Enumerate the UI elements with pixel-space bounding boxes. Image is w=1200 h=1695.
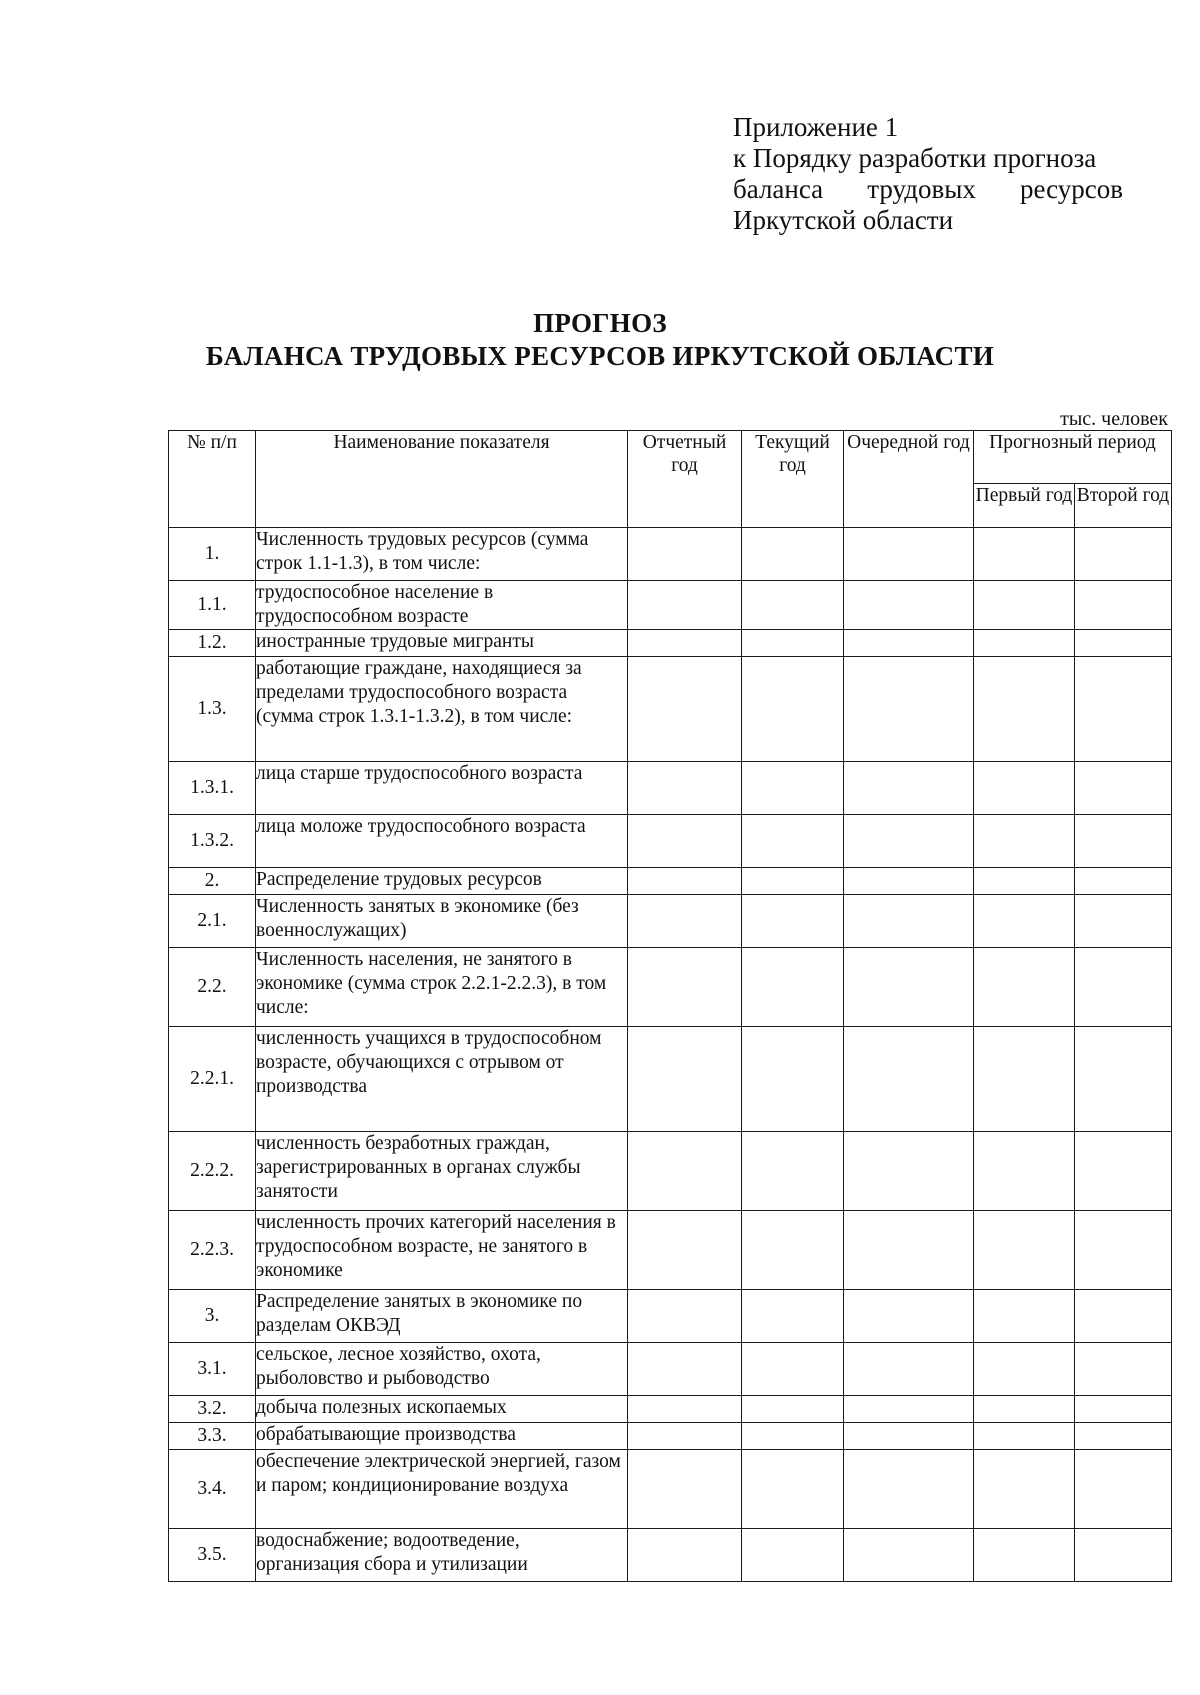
value-cell-current-year bbox=[742, 1027, 844, 1132]
value-cell-next-year bbox=[844, 657, 974, 762]
value-cell-current-year bbox=[742, 815, 844, 868]
appendix-word: баланса bbox=[733, 174, 824, 204]
indicator-name: иностранные трудовые мигранты bbox=[256, 630, 628, 657]
row-number: 2. bbox=[169, 868, 256, 895]
value-cell-first-year bbox=[974, 1211, 1075, 1290]
value-cell-first-year bbox=[974, 1423, 1075, 1450]
value-cell-first-year bbox=[974, 1450, 1075, 1529]
value-cell-first-year bbox=[974, 1529, 1075, 1582]
value-cell-current-year bbox=[742, 1529, 844, 1582]
row-number: 1.3.1. bbox=[169, 762, 256, 815]
row-number: 3. bbox=[169, 1290, 256, 1343]
value-cell-second-year bbox=[1075, 1132, 1172, 1211]
value-cell-next-year bbox=[844, 528, 974, 581]
value-cell-current-year bbox=[742, 1450, 844, 1529]
value-cell-next-year bbox=[844, 815, 974, 868]
appendix-line-2: к Порядку разработки прогноза bbox=[733, 143, 1097, 173]
row-number: 2.2.1. bbox=[169, 1027, 256, 1132]
table-row bbox=[169, 1396, 1172, 1423]
appendix-line-1: Приложение 1 bbox=[733, 112, 899, 142]
value-cell-current-year bbox=[742, 948, 844, 1027]
value-cell-second-year bbox=[1075, 1529, 1172, 1582]
value-cell-second-year bbox=[1075, 1027, 1172, 1132]
value-cell-reported-year bbox=[628, 1027, 742, 1132]
table-row bbox=[169, 581, 1172, 630]
value-cell-current-year bbox=[742, 868, 844, 895]
value-cell-reported-year bbox=[628, 630, 742, 657]
table-row bbox=[169, 1450, 1172, 1529]
indicator-name: работающие граждане, находящиеся за пределами трудоспособного возраста (сумма строк 1.3.1-1.3.2), в том числе: bbox=[256, 657, 628, 762]
value-cell-reported-year bbox=[628, 948, 742, 1027]
value-cell-reported-year bbox=[628, 1132, 742, 1211]
row-number: 1.2. bbox=[169, 630, 256, 657]
value-cell-first-year bbox=[974, 815, 1075, 868]
table-row bbox=[169, 1290, 1172, 1343]
row-number: 1.1. bbox=[169, 581, 256, 630]
table-row bbox=[169, 948, 1172, 1027]
value-cell-first-year bbox=[974, 1132, 1075, 1211]
value-cell-second-year bbox=[1075, 868, 1172, 895]
value-cell-second-year bbox=[1075, 581, 1172, 630]
value-cell-current-year bbox=[742, 581, 844, 630]
value-cell-first-year bbox=[974, 868, 1075, 895]
value-cell-reported-year bbox=[628, 1450, 742, 1529]
value-cell-reported-year bbox=[628, 1290, 742, 1343]
row-number: 1. bbox=[169, 528, 256, 581]
units-label: тыс. человек bbox=[1060, 408, 1168, 430]
table-row bbox=[169, 1343, 1172, 1396]
value-cell-first-year bbox=[974, 581, 1075, 630]
value-cell-first-year bbox=[974, 948, 1075, 1027]
value-cell-reported-year bbox=[628, 581, 742, 630]
table-row bbox=[169, 1529, 1172, 1582]
indicator-name: трудоспособное население в трудоспособном возрасте bbox=[256, 581, 628, 630]
value-cell-second-year bbox=[1075, 1343, 1172, 1396]
indicator-name: водоснабжение; водоотведение, организация сбора и утилизации bbox=[256, 1529, 628, 1582]
value-cell-first-year bbox=[974, 630, 1075, 657]
value-cell-second-year bbox=[1075, 762, 1172, 815]
value-cell-next-year bbox=[844, 1423, 974, 1450]
value-cell-current-year bbox=[742, 1423, 844, 1450]
value-cell-first-year bbox=[974, 528, 1075, 581]
row-number: 2.2. bbox=[169, 948, 256, 1027]
value-cell-current-year bbox=[742, 1343, 844, 1396]
appendix-line-4: Иркутской области bbox=[733, 205, 954, 235]
row-number: 2.2.2. bbox=[169, 1132, 256, 1211]
indicator-name: численность прочих категорий населения в трудоспособном возрасте, не занятого в экономике bbox=[256, 1211, 628, 1290]
value-cell-current-year bbox=[742, 1211, 844, 1290]
value-cell-current-year bbox=[742, 895, 844, 948]
table-row bbox=[169, 657, 1172, 762]
value-cell-reported-year bbox=[628, 1396, 742, 1423]
value-cell-next-year bbox=[844, 762, 974, 815]
value-cell-second-year bbox=[1075, 528, 1172, 581]
appendix-line-3 bbox=[733, 174, 1123, 205]
value-cell-first-year bbox=[974, 1396, 1075, 1423]
value-cell-current-year bbox=[742, 528, 844, 581]
value-cell-next-year bbox=[844, 948, 974, 1027]
value-cell-reported-year bbox=[628, 1343, 742, 1396]
value-cell-next-year bbox=[844, 1027, 974, 1132]
value-cell-next-year bbox=[844, 1529, 974, 1582]
indicator-name: сельское, лесное хозяйство, охота, рыболовство и рыбоводство bbox=[256, 1343, 628, 1396]
indicator-name: численность безработных граждан, зарегистрированных в органах службы занятости bbox=[256, 1132, 628, 1211]
indicator-name: Распределение трудовых ресурсов bbox=[256, 868, 628, 895]
value-cell-reported-year bbox=[628, 1529, 742, 1582]
document-subtitle: БАЛАНСА ТРУДОВЫХ РЕСУРСОВ ИРКУТСКОЙ ОБЛАСТИ bbox=[205, 341, 995, 371]
indicator-name: обрабатывающие производства bbox=[256, 1423, 628, 1450]
appendix-block bbox=[733, 112, 1123, 236]
indicator-name: Численность занятых в экономике (без военнослужащих) bbox=[256, 895, 628, 948]
row-number: 2.2.3. bbox=[169, 1211, 256, 1290]
indicator-name: лица моложе трудоспособного возраста bbox=[256, 815, 628, 868]
table-row bbox=[169, 630, 1172, 657]
value-cell-current-year bbox=[742, 1396, 844, 1423]
value-cell-first-year bbox=[974, 895, 1075, 948]
value-cell-first-year bbox=[974, 1027, 1075, 1132]
header-current-year: Текущий год bbox=[742, 431, 844, 528]
indicator-name: Распределение занятых в экономике по разделам ОКВЭД bbox=[256, 1290, 628, 1343]
value-cell-next-year bbox=[844, 1211, 974, 1290]
row-number: 3.2. bbox=[169, 1396, 256, 1423]
table-body bbox=[169, 528, 1172, 1582]
indicator-name: лица старше трудоспособного возраста bbox=[256, 762, 628, 815]
value-cell-first-year bbox=[974, 1343, 1075, 1396]
value-cell-next-year bbox=[844, 581, 974, 630]
appendix-word: ресурсов bbox=[1019, 174, 1123, 204]
forecast-table bbox=[168, 430, 1172, 1582]
value-cell-second-year bbox=[1075, 630, 1172, 657]
value-cell-next-year bbox=[844, 868, 974, 895]
row-number: 3.3. bbox=[169, 1423, 256, 1450]
value-cell-second-year bbox=[1075, 1396, 1172, 1423]
value-cell-next-year bbox=[844, 1343, 974, 1396]
value-cell-second-year bbox=[1075, 1290, 1172, 1343]
value-cell-next-year bbox=[844, 1132, 974, 1211]
row-number: 3.4. bbox=[169, 1450, 256, 1529]
value-cell-next-year bbox=[844, 1290, 974, 1343]
row-number: 2.1. bbox=[169, 895, 256, 948]
value-cell-reported-year bbox=[628, 815, 742, 868]
table-row bbox=[169, 1423, 1172, 1450]
value-cell-current-year bbox=[742, 762, 844, 815]
indicator-name: добыча полезных ископаемых bbox=[256, 1396, 628, 1423]
value-cell-reported-year bbox=[628, 895, 742, 948]
value-cell-second-year bbox=[1075, 1423, 1172, 1450]
row-number: 1.3. bbox=[169, 657, 256, 762]
table-row bbox=[169, 528, 1172, 581]
row-number: 3.1. bbox=[169, 1343, 256, 1396]
value-cell-current-year bbox=[742, 657, 844, 762]
value-cell-second-year bbox=[1075, 895, 1172, 948]
value-cell-reported-year bbox=[628, 762, 742, 815]
row-number: 1.3.2. bbox=[169, 815, 256, 868]
table-row bbox=[169, 1132, 1172, 1211]
table-row bbox=[169, 895, 1172, 948]
header-name: Наименование показателя bbox=[256, 431, 628, 528]
header-next-year: Очередной год bbox=[844, 431, 974, 528]
header-forecast-period: Прогнозный период bbox=[974, 431, 1172, 484]
value-cell-reported-year bbox=[628, 1211, 742, 1290]
document-title: ПРОГНОЗ bbox=[533, 308, 667, 338]
header-first-year: Первый год bbox=[974, 484, 1075, 528]
value-cell-current-year bbox=[742, 1132, 844, 1211]
value-cell-first-year bbox=[974, 1290, 1075, 1343]
row-number: 3.5. bbox=[169, 1529, 256, 1582]
value-cell-reported-year bbox=[628, 1423, 742, 1450]
value-cell-reported-year bbox=[628, 528, 742, 581]
indicator-name: Численность населения, не занятого в экономике (сумма строк 2.2.1-2.2.3), в том числе: bbox=[256, 948, 628, 1027]
table-row bbox=[169, 762, 1172, 815]
table-row bbox=[169, 868, 1172, 895]
value-cell-first-year bbox=[974, 657, 1075, 762]
header-num: № п/п bbox=[169, 431, 256, 528]
value-cell-current-year bbox=[742, 630, 844, 657]
indicator-name: численность учащихся в трудоспособном возрасте, обучающихся с отрывом от производства bbox=[256, 1027, 628, 1132]
table-row bbox=[169, 1027, 1172, 1132]
table-row bbox=[169, 815, 1172, 868]
value-cell-second-year bbox=[1075, 1450, 1172, 1529]
value-cell-second-year bbox=[1075, 657, 1172, 762]
appendix-word: трудовых bbox=[867, 174, 976, 204]
value-cell-next-year bbox=[844, 1450, 974, 1529]
table-row bbox=[169, 1211, 1172, 1290]
value-cell-second-year bbox=[1075, 1211, 1172, 1290]
value-cell-reported-year bbox=[628, 657, 742, 762]
value-cell-first-year bbox=[974, 762, 1075, 815]
value-cell-next-year bbox=[844, 1396, 974, 1423]
indicator-name: Численность трудовых ресурсов (сумма строк 1.1-1.3), в том числе: bbox=[256, 528, 628, 581]
value-cell-second-year bbox=[1075, 948, 1172, 1027]
header-second-year: Второй год bbox=[1075, 484, 1172, 528]
value-cell-next-year bbox=[844, 895, 974, 948]
value-cell-current-year bbox=[742, 1290, 844, 1343]
value-cell-reported-year bbox=[628, 868, 742, 895]
header-reported-year: Отчетный год bbox=[628, 431, 742, 528]
value-cell-second-year bbox=[1075, 815, 1172, 868]
value-cell-next-year bbox=[844, 630, 974, 657]
indicator-name: обеспечение электрической энергией, газом и паром; кондиционирование воздуха bbox=[256, 1450, 628, 1529]
